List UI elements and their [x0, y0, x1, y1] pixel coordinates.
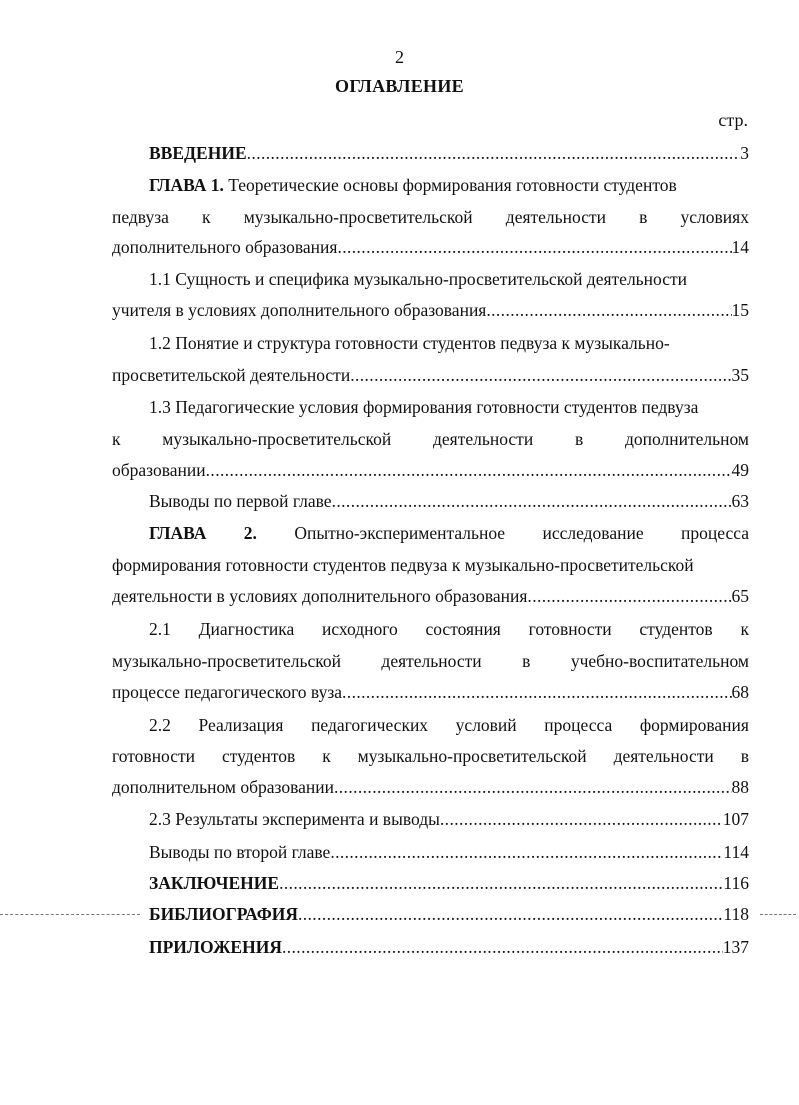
- dot-leader: [282, 936, 723, 958]
- word: Диагностика: [198, 619, 295, 639]
- toc-entry-title: дополнительного образования: [112, 237, 338, 257]
- toc-entry-section-1-1: [149, 268, 749, 290]
- toc-entry-section-1-3-line-3: [112, 459, 749, 481]
- toc-entry-title: 1.1 Сущность и специфика музыкально-просветительской деятельности: [149, 269, 687, 289]
- toc-entry-title: ПРИЛОЖЕНИЯ: [149, 937, 282, 957]
- toc-page-number: 107: [722, 809, 749, 829]
- toc-entry-chapter-2-line-3: [112, 585, 749, 607]
- word: процесса: [544, 715, 613, 735]
- word: деятельности: [613, 746, 714, 766]
- chapter-label: ГЛАВА: [149, 523, 207, 543]
- word: в: [522, 651, 531, 671]
- toc-entry-title: процессе педагогического вуза: [112, 682, 343, 702]
- toc-entry-conclusion: [149, 872, 749, 894]
- toc-entry-section-1-3-line-2: [112, 428, 749, 450]
- dot-leader: [298, 903, 723, 925]
- dot-leader: [527, 585, 731, 607]
- toc-page-number: 35: [731, 365, 749, 385]
- toc-entry-title: ВВЕДЕНИЕ: [149, 143, 247, 163]
- toc-entry-title: 2.3 Результаты эксперимента и выводы: [149, 809, 440, 829]
- toc-entry-section-2-2-line-3: [112, 776, 749, 798]
- dot-leader: [279, 872, 723, 894]
- toc-entry-title: 1.3 Педагогические условия формирования готовности студентов педвуза: [149, 397, 699, 417]
- word: студентов: [221, 746, 296, 766]
- toc-page-number: 118: [723, 904, 749, 924]
- toc-entry-title: 1.2 Понятие и структура готовности студентов педвуза к музыкально-: [149, 333, 670, 353]
- toc-entry-section-2-2-line-2: [112, 745, 749, 767]
- word: педвуза: [112, 207, 169, 227]
- toc-entry-section-2-1: [149, 618, 749, 640]
- toc-page-number: 137: [722, 937, 749, 957]
- scan-artifact-line: [0, 914, 140, 916]
- dot-leader: [332, 490, 732, 512]
- chapter-label: ГЛАВА 1.: [149, 175, 224, 195]
- pages-column-label: стр.: [718, 110, 748, 130]
- word: исследование: [542, 523, 644, 543]
- toc-entry-title: дополнительном образовании: [112, 777, 334, 797]
- dot-leader: [247, 142, 741, 164]
- word: формирования: [639, 715, 749, 735]
- toc-page-number: 63: [731, 491, 749, 511]
- toc-entry-title: БИБЛИОГРАФИЯ: [149, 904, 298, 924]
- toc-entry-title: просветительской деятельности: [112, 365, 351, 385]
- toc-entry-chapter-1-conclusions: [149, 490, 749, 512]
- word: музыкально-просветительской: [357, 746, 587, 766]
- word: педагогических: [311, 715, 429, 735]
- dot-leader: [337, 236, 731, 258]
- word: 2.2: [149, 715, 171, 735]
- toc-page-number: 68: [731, 682, 749, 702]
- word: готовности: [528, 619, 612, 639]
- word: музыкально-просветительской: [243, 207, 473, 227]
- scan-artifact-line: [760, 914, 796, 916]
- dot-leader: [486, 299, 731, 321]
- toc-entry-title: формирования готовности студентов педвуза к музыкально-просветительской: [112, 555, 694, 575]
- dot-leader: [350, 364, 731, 386]
- word: Опытно-экспериментальное: [294, 523, 506, 543]
- word: в: [574, 429, 584, 449]
- toc-entry-introduction: [149, 142, 749, 164]
- toc-entry-title: Теоретические основы формирования готовности студентов: [228, 175, 677, 195]
- dot-leader: [334, 776, 732, 798]
- toc-entry-section-2-1-line-3: [112, 681, 749, 703]
- toc-entry-chapter-1: [149, 174, 749, 196]
- word: студентов: [639, 619, 713, 639]
- toc-entry-section-1-3: [149, 396, 749, 418]
- page-number: 2: [395, 47, 404, 67]
- toc-page-number: 114: [723, 842, 749, 862]
- toc-entry-section-1-2: [149, 332, 749, 354]
- toc-entry-bibliography: [149, 903, 749, 925]
- toc-entry-chapter-1-line-3: [112, 236, 749, 258]
- toc-entry-chapter-1-line-2: [112, 206, 749, 228]
- toc-entry-title: деятельности в условиях дополнительного образования: [112, 586, 528, 606]
- toc-entry-chapter-2-line-2: [112, 554, 749, 576]
- toc-page-number: 14: [731, 237, 749, 257]
- toc-entry-title: образовании: [112, 460, 206, 480]
- toc-entry-section-2-3: [149, 808, 749, 830]
- toc-entry-section-1-2-line-2: [112, 364, 749, 386]
- toc-title: ОГЛАВЛЕНИЕ: [335, 76, 464, 96]
- toc-entry-chapter-2: [149, 522, 749, 544]
- toc-entry-title: Выводы по первой главе: [149, 491, 332, 511]
- word: учебно-воспитательном: [570, 651, 749, 671]
- word: дополнительном: [624, 429, 749, 449]
- word: исходного: [321, 619, 398, 639]
- word: к: [202, 207, 211, 227]
- toc-page-number: 65: [731, 586, 749, 606]
- toc-page-number: 88: [731, 777, 749, 797]
- word: музыкально-просветительской: [112, 651, 341, 671]
- word: к: [740, 619, 749, 639]
- word: процесса: [681, 523, 749, 543]
- toc-page-number: 49: [731, 460, 749, 480]
- dot-leader: [330, 841, 723, 863]
- word: в: [740, 746, 749, 766]
- toc-entry-title: ЗАКЛЮЧЕНИЕ: [149, 873, 280, 893]
- word: музыкально-просветительской: [162, 429, 392, 449]
- word: деятельности: [505, 207, 606, 227]
- word: условиях: [680, 207, 749, 227]
- toc-page-number: 116: [723, 873, 749, 893]
- word: состояния: [425, 619, 501, 639]
- word: 2.1: [149, 619, 171, 639]
- dot-leader: [206, 459, 732, 481]
- word: к: [322, 746, 331, 766]
- toc-entry-title: Выводы по второй главе: [149, 842, 331, 862]
- dot-leader: [342, 681, 731, 703]
- word: к: [112, 429, 121, 449]
- toc-entry-title: учителя в условиях дополнительного образования: [112, 300, 487, 320]
- word: готовности: [112, 746, 196, 766]
- word: деятельности: [381, 651, 482, 671]
- toc-entry-section-1-1-line-2: [112, 299, 749, 321]
- toc-page-number: 15: [731, 300, 749, 320]
- toc-entry-section-2-1-line-2: [112, 650, 749, 672]
- word: Реализация: [198, 715, 284, 735]
- chapter-label: 2.: [243, 523, 257, 543]
- toc-entry-section-2-2: [149, 714, 749, 736]
- word: в: [639, 207, 648, 227]
- toc-entry-appendices: [149, 936, 749, 958]
- toc-entry-chapter-2-conclusions: [149, 841, 749, 863]
- word: условий: [455, 715, 517, 735]
- dot-leader: [440, 808, 723, 830]
- toc-page-number: 3: [740, 143, 749, 163]
- word: деятельности: [433, 429, 534, 449]
